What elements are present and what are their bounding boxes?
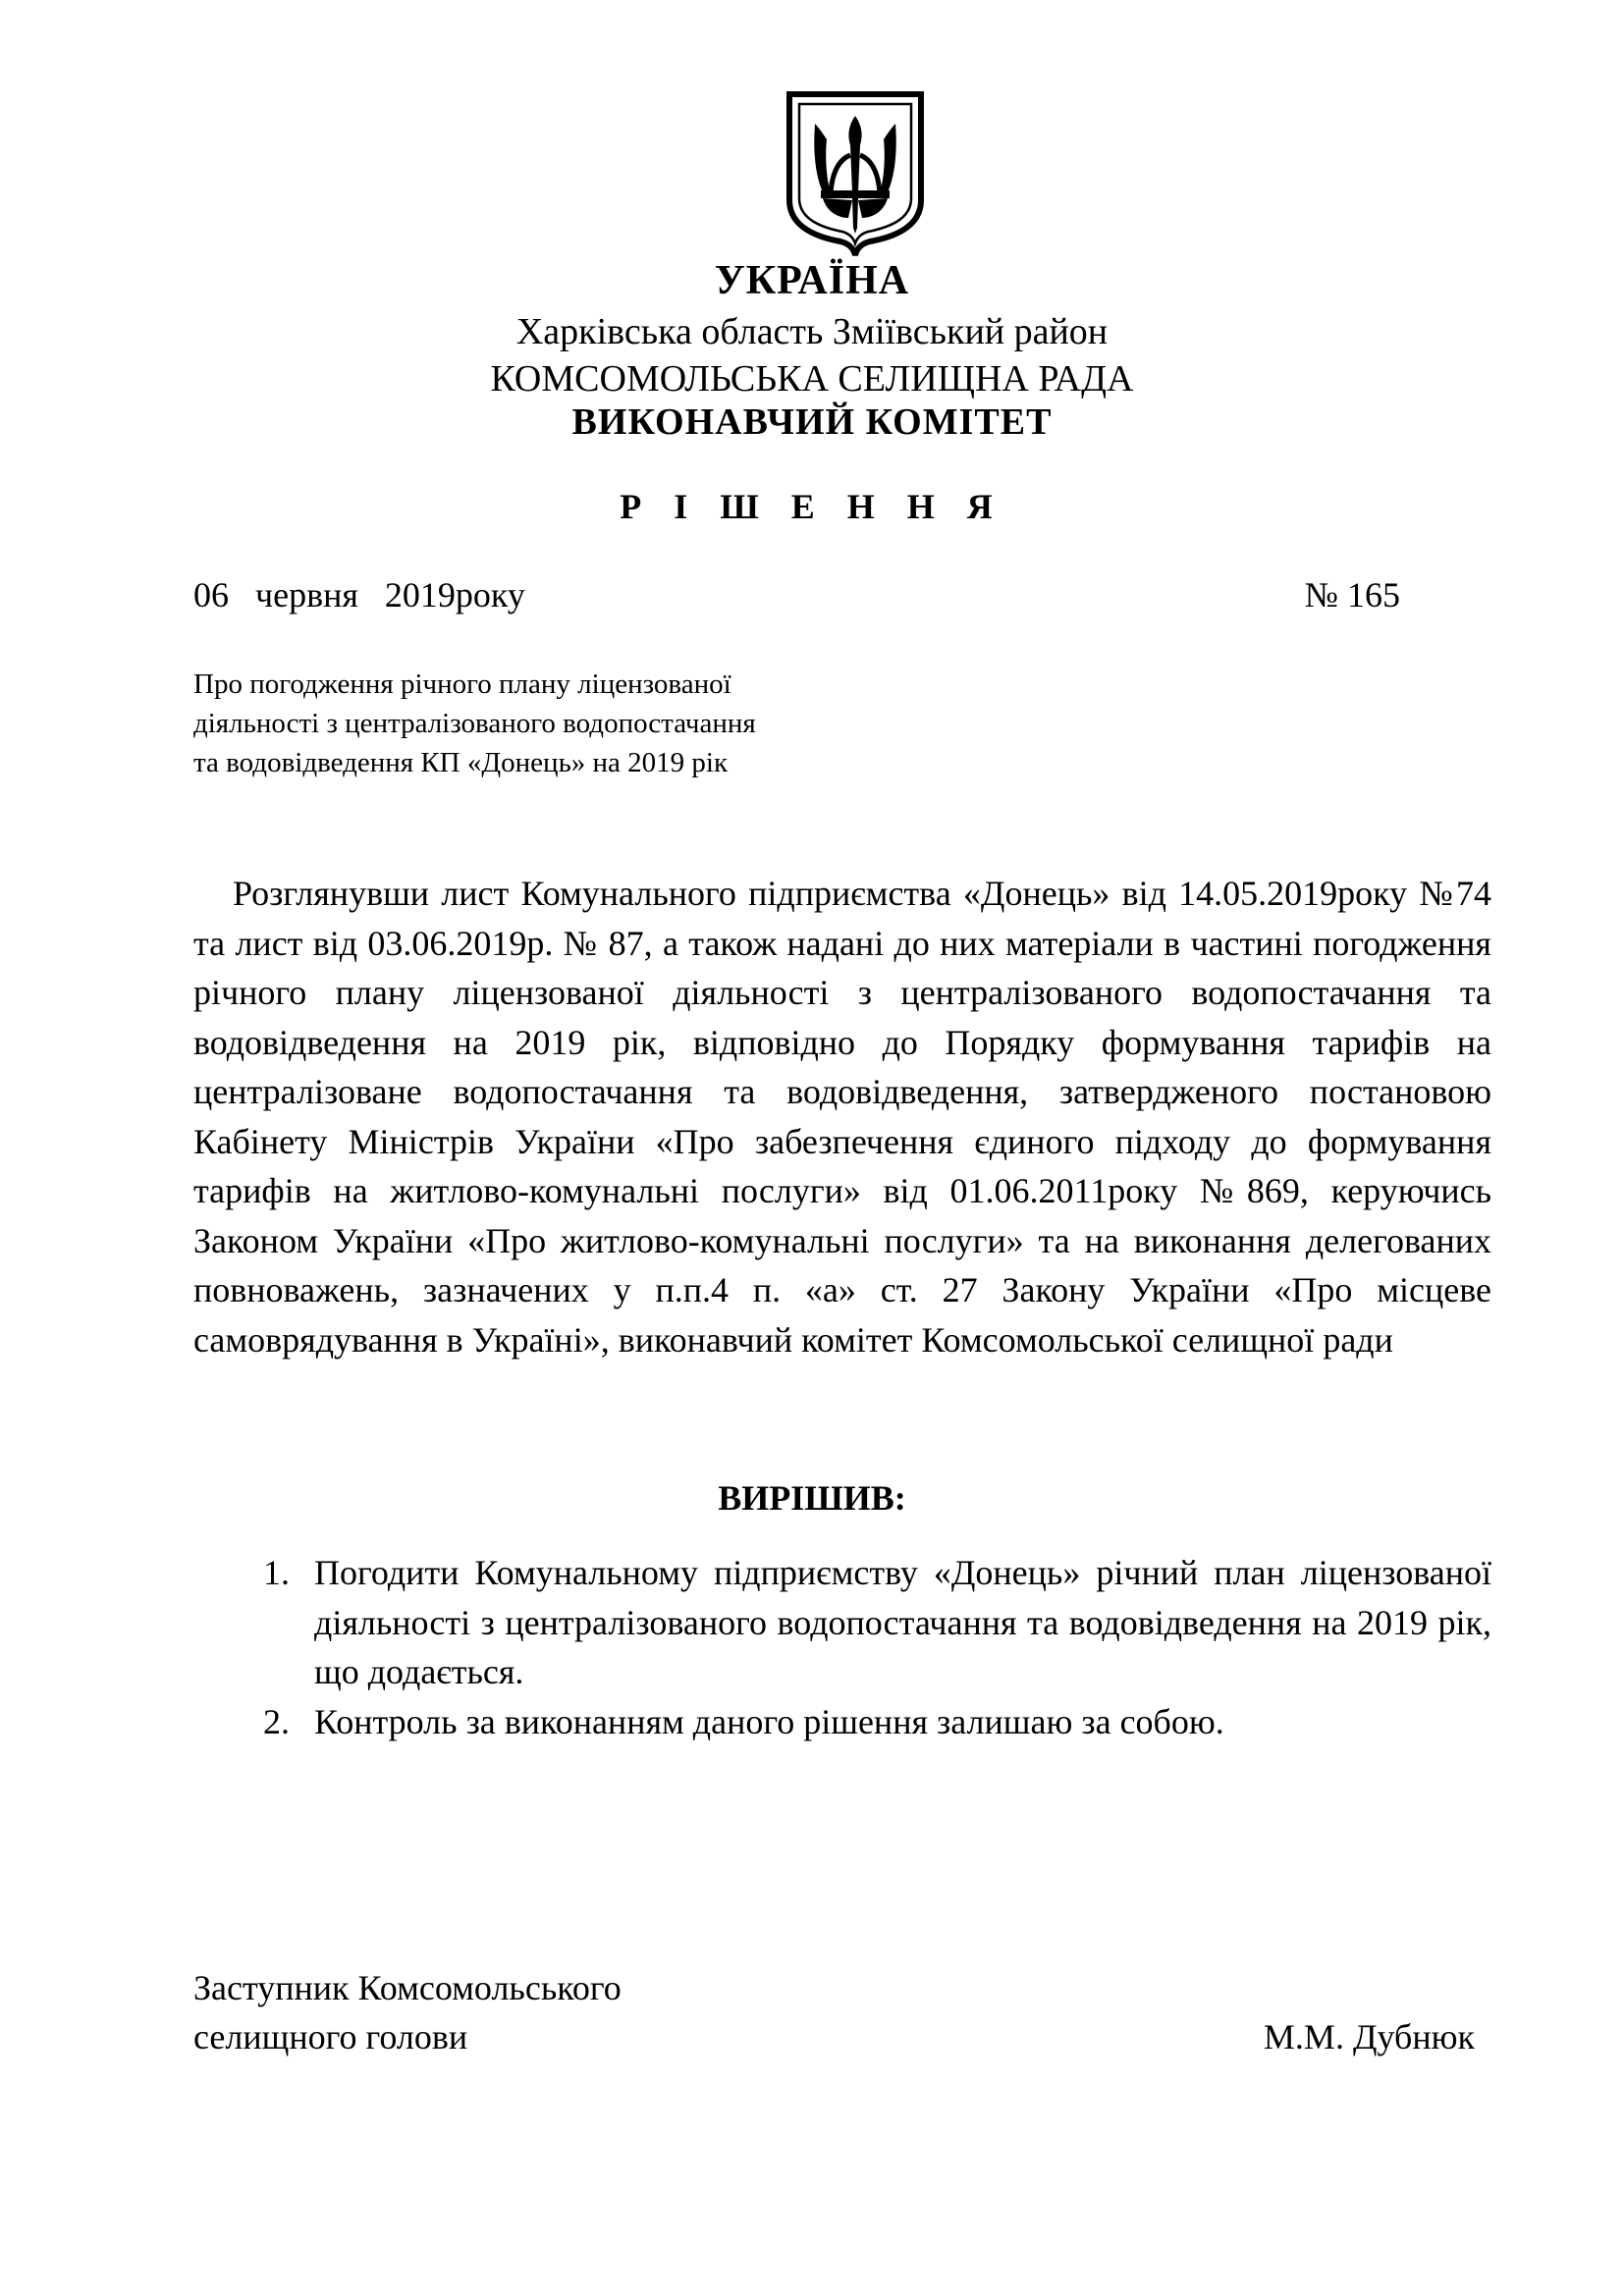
preamble-paragraph: Розглянувши лист Комунального підприємства «Донець» від 14.05.2019року №74 та лист від 03.06.2019р. № 87, а також надані до них матеріали в частині погодження річного плану ліцензованої діяльності з централізованого водопостачання та водовідведення на 2019 рік, відповідно до Порядку формування тарифів на централізоване водопостачання та водовідведення, затвердженого постановою Кабінету Міністрів України «Про забезпечення єдиного підходу до формування тарифів на житлово-комунальні послуги» від 01.06.2011року №869, керуючись Законом України «Про житлово-комунальні послуги» та на виконання делегованих повноважень, зазначених у п.п.4 п. «а» ст. 27 Закону України «Про місцеве самоврядування в Україні», виконавчий комітет Комсомольської селищної ради: [193, 874, 1491, 1360]
document-number: № 165: [1304, 575, 1400, 614]
subject-line: Про погодження річного плану ліцензованої: [193, 668, 731, 700]
country-name: УКРАЇНА: [714, 258, 910, 303]
signatory-title: [193, 1963, 622, 2061]
item-number: 1.: [263, 1553, 290, 1592]
decision-items: [263, 1548, 1491, 1746]
ukraine-coat-of-arms-icon: [784, 90, 927, 257]
signatory-title-line: селищного голови: [193, 2017, 468, 2056]
item-text: Погодити Комунальному підприємству «Донець» річний план ліцензованої діяльності з централізованого водопостачання та водовідведення на 2019 рік, що додається.: [314, 1553, 1491, 1691]
document-subject: [193, 665, 756, 782]
committee-name: ВИКОНАВЧИЙ КОМІТЕТ: [571, 401, 1053, 443]
document-date: 06 червня 2019року: [193, 575, 525, 614]
signatory-title-line: Заступник Комсомольського: [193, 1968, 622, 2007]
item-number: 2.: [263, 1701, 290, 1741]
decision-item: [263, 1697, 1491, 1747]
subject-line: діяльності з централізованого водопостачання: [193, 708, 756, 739]
council-name: КОМСОМОЛЬСЬКА СЕЛИЩНА РАДА: [490, 358, 1134, 400]
item-text: Контроль за виконанням даного рішення залишаю за собою.: [314, 1701, 1224, 1741]
subject-line: та водовідведення КП «Донець» на 2019 рік: [193, 747, 729, 778]
resolved-heading: ВИРІШИВ:: [718, 1478, 906, 1518]
region-line: Харківська область Зміївський район: [515, 311, 1109, 352]
signatory-name: М.М. Дубнюк: [1263, 2017, 1475, 2056]
decision-item: [263, 1548, 1491, 1697]
document-title: Р І Ш Е Н Н Я: [620, 487, 1004, 526]
